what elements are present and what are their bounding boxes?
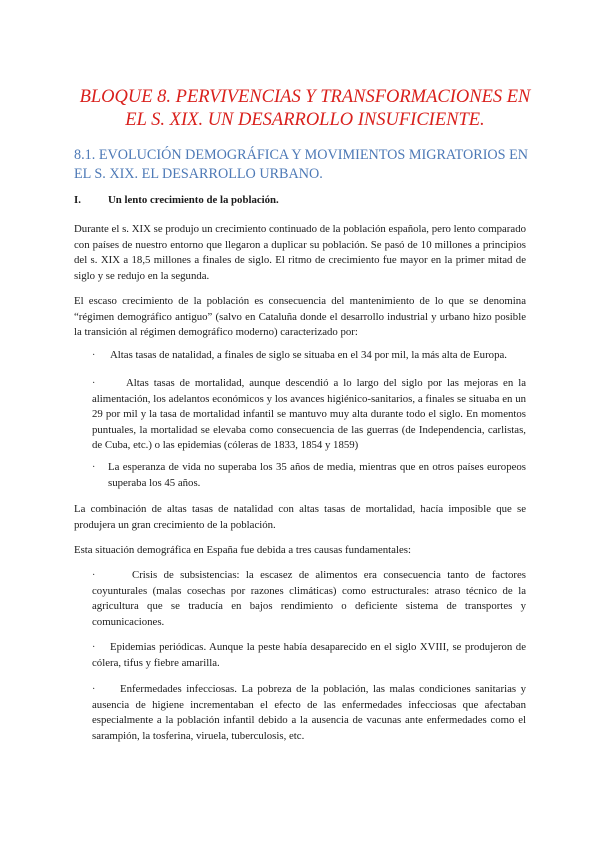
list-item-text: Epidemias periódicas. Aunque la peste había desaparecido en el siglo XVIII, se produjeron de cólera, tifus y fiebre amarilla. [92, 641, 526, 669]
paragraph-2: El escaso crecimiento de la población es consecuencia del mantenimiento de lo que se denomina “régimen demográfico antiguo” (salvo en Cataluña donde el desarrollo industrial y urbano hizo posible la transición al régimen demográfico moderno) caracterizado por: [74, 295, 526, 338]
bullet-marker: · [92, 570, 96, 581]
list-item [92, 682, 526, 744]
bullet-marker: · [92, 642, 96, 653]
paragraph-3: La combinación de altas tasas de natalidad con altas tasas de mortalidad, hacía imposible que se produjera un gran crecimiento de la población. [74, 503, 526, 531]
section-number: I. [74, 194, 81, 206]
list-item [92, 568, 526, 630]
list-item-text: Altas tasas de mortalidad, aunque descendió a lo largo del siglo por las mejoras en la alimentación, los adelantos económicos y los avances higiénico-sanitarios, a finales se situaba en un 29 por mil y la tasa de mortalidad infantil se mantuvo muy alta durante todo el siglo. En momentos puntuales, la mortalidad se elevaba como consecuencia de las guerras (de Independencia, carlistas, de Cuba, etc.) o las epidemias (cóleras de 1833, 1854 y 1859) [92, 377, 526, 451]
bullet-marker: · [92, 350, 96, 361]
bullet-marker: · [92, 462, 96, 473]
section-heading [74, 194, 534, 206]
list-item-text: La esperanza de vida no superaba los 35 años de media, mientras que en otros países europeos superaba los 45 años. [108, 461, 526, 489]
list-item-text: Crisis de subsistencias: la escasez de alimentos era consecuencia tanto de factores coyunturales (malas cosechas por razones climáticas) como estructurales: atraso técnico de la agricultura que se traducía en bajos rendimiento o deficiente sistema de transportes y comunicaciones. [92, 569, 526, 628]
paragraph-1: Durante el s. XIX se produjo un crecimiento continuado de la población española, pero lento comparado con países de nuestro entorno que llegaron a duplicar su población. Se pasó de 10 millones a principios del s. XIX a 18,5 millones a finales de siglo. El ritmo de crecimiento fue mayor en la primer mitad de siglo y se redujo en la segunda. [74, 223, 526, 282]
document-title: BLOQUE 8. PERVIVENCIAS Y TRANSFORMACIONES EN EL S. XIX. UN DESARROLLO INSUFICIENTE. [79, 87, 531, 130]
section-title: Un lento crecimiento de la población. [108, 194, 279, 206]
list-item [92, 376, 526, 454]
bullet-marker: · [92, 684, 96, 695]
list-item [92, 460, 526, 491]
list-item-text: Altas tasas de natalidad, a finales de siglo se situaba en el 34 por mil, la más alta de Europa. [110, 349, 507, 361]
list-item [92, 640, 526, 671]
bullet-marker: · [92, 378, 96, 389]
paragraph-4: Esta situación demográfica en España fue debida a tres causas fundamentales: [74, 544, 411, 556]
list-item-text: Enfermedades infecciosas. La pobreza de la población, las malas condiciones sanitarias y ausencia de higiene incrementaban el efecto de las enfermedades infecciosas que afectaban especialmente a la población infantil debido a la ausencia de vacunas ante enfermedades como el sarampión, la tosferina, viruela, tuberculosis, etc. [92, 683, 526, 742]
list-item [92, 348, 526, 364]
document-subtitle: 8.1. EVOLUCIÓN DEMOGRÁFICA Y MOVIMIENTOS MIGRATORIOS EN EL S. XIX. EL DESARROLLO URBANO. [74, 147, 529, 182]
